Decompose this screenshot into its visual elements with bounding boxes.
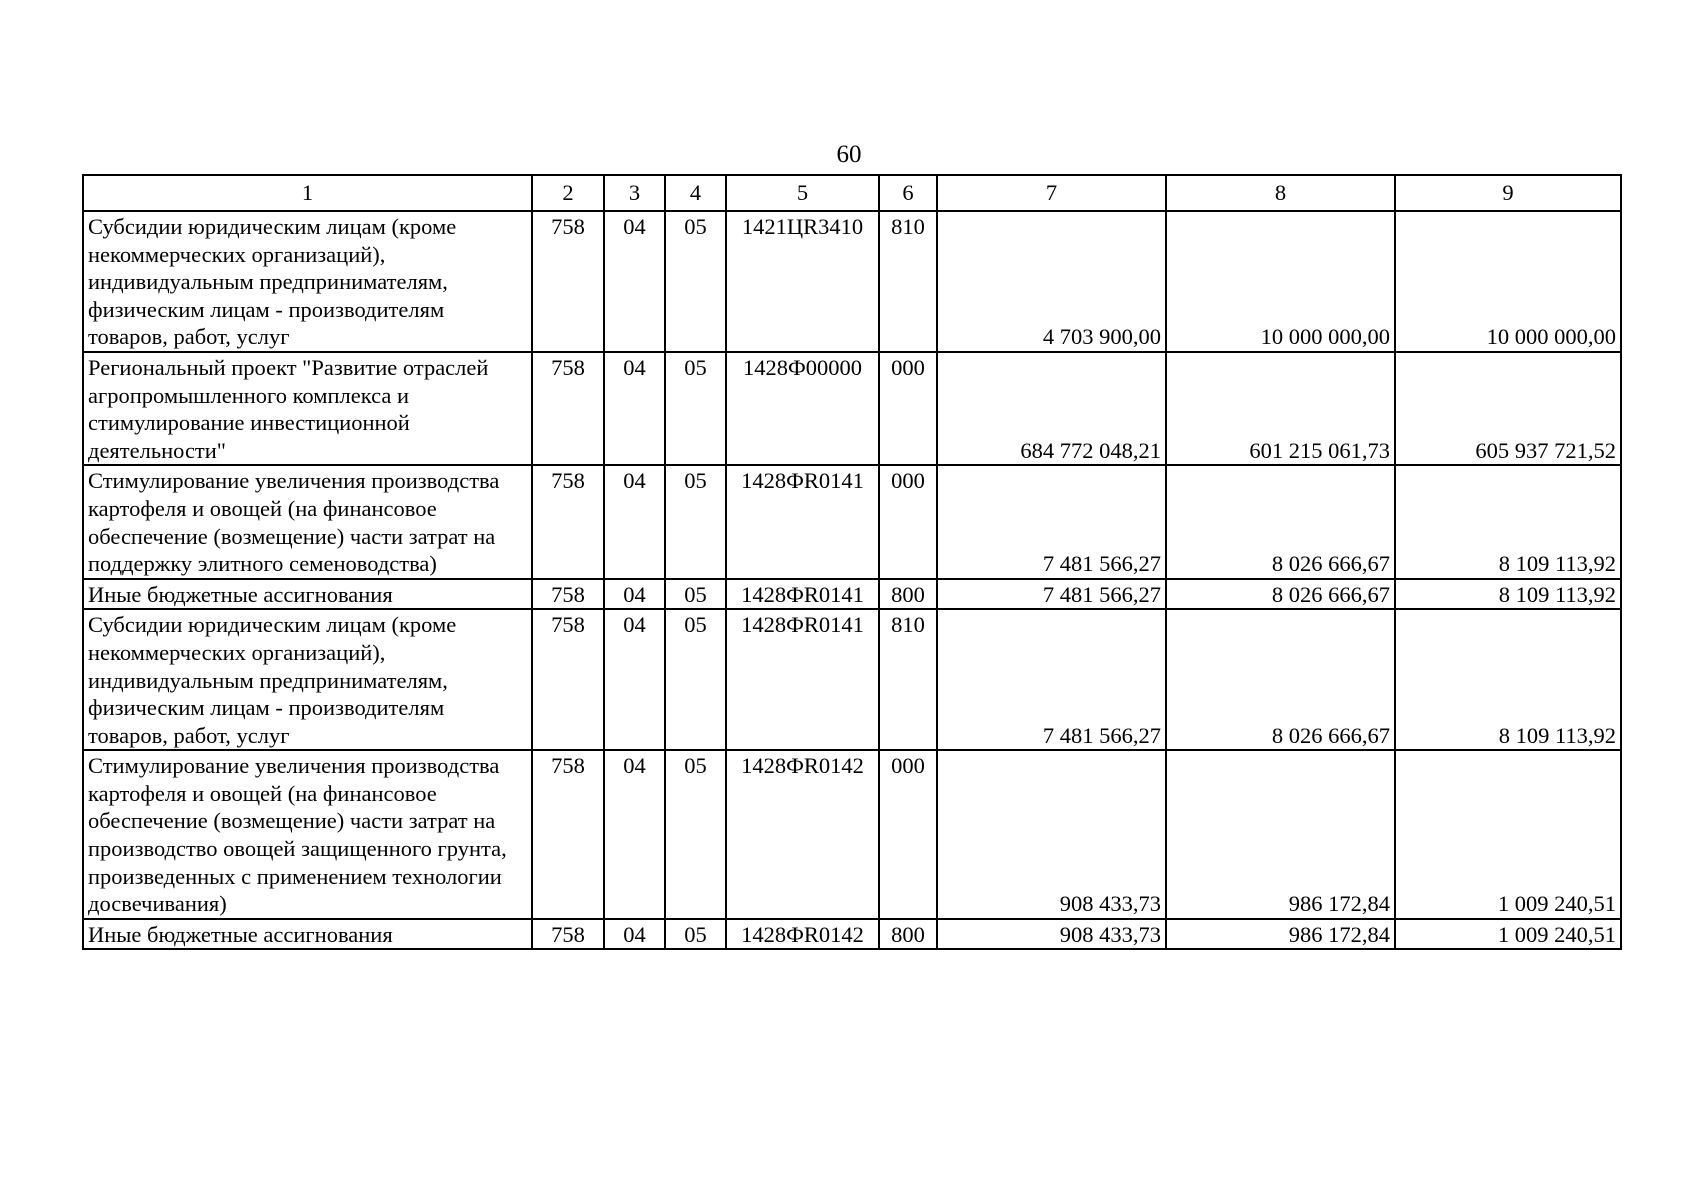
expense-type-code: 810 [879,609,937,750]
amount-year-1: 7 481 566,27 [937,579,1166,610]
item-name: Субсидии юридическим лицам (кроме некоммерческих организаций), индивидуальным предпринимателям, физическим лицам - производителям товаров, работ, услуг [83,211,532,352]
table-row [83,750,1621,919]
table-row [83,579,1621,610]
amount-year-2: 8 026 666,67 [1166,579,1395,610]
column-number: 1 [83,175,532,211]
section-code: 04 [604,750,665,919]
department-code: 758 [532,919,604,950]
budget-table [82,174,1622,950]
expense-type-code: 800 [879,919,937,950]
section-code: 04 [604,352,665,465]
subsection-code: 05 [665,579,726,610]
table-row [83,465,1621,578]
expense-type-code: 000 [879,750,937,919]
column-number: 6 [879,175,937,211]
page-number: 60 [836,141,862,168]
subsection-code: 05 [665,211,726,352]
amount-year-1: 4 703 900,00 [937,211,1166,352]
table-row [83,609,1621,750]
item-name: Субсидии юридическим лицам (кроме некоммерческих организаций), индивидуальным предпринимателям, физическим лицам - производителям товаров, работ, услуг [83,609,532,750]
table-row [83,211,1621,352]
amount-year-1: 7 481 566,27 [937,609,1166,750]
amount-year-2: 986 172,84 [1166,750,1395,919]
section-code: 04 [604,579,665,610]
department-code: 758 [532,579,604,610]
department-code: 758 [532,211,604,352]
column-number: 3 [604,175,665,211]
target-article-code: 1428ФR0141 [726,465,879,578]
amount-year-2: 986 172,84 [1166,919,1395,950]
subsection-code: 05 [665,919,726,950]
target-article-code: 1428ФR0142 [726,750,879,919]
subsection-code: 05 [665,609,726,750]
section-code: 04 [604,465,665,578]
column-number: 7 [937,175,1166,211]
amount-year-3: 8 109 113,92 [1395,579,1621,610]
item-name: Стимулирование увеличения производства картофеля и овощей (на финансовое обеспечение (возмещение) части затрат на поддержку элитного семеноводства) [83,465,532,578]
item-name: Иные бюджетные ассигнования [83,919,532,950]
amount-year-3: 1 009 240,51 [1395,919,1621,950]
item-name: Иные бюджетные ассигнования [83,579,532,610]
amount-year-3: 605 937 721,52 [1395,352,1621,465]
amount-year-1: 908 433,73 [937,919,1166,950]
expense-type-code: 800 [879,579,937,610]
amount-year-3: 8 109 113,92 [1395,609,1621,750]
column-number: 2 [532,175,604,211]
column-number: 5 [726,175,879,211]
amount-year-1: 908 433,73 [937,750,1166,919]
target-article-code: 1428Ф00000 [726,352,879,465]
amount-year-2: 601 215 061,73 [1166,352,1395,465]
department-code: 758 [532,352,604,465]
department-code: 758 [532,750,604,919]
section-code: 04 [604,609,665,750]
column-number: 8 [1166,175,1395,211]
column-number: 9 [1395,175,1621,211]
subsection-code: 05 [665,465,726,578]
amount-year-3: 8 109 113,92 [1395,465,1621,578]
target-article-code: 1428ФR0141 [726,609,879,750]
amount-year-2: 8 026 666,67 [1166,465,1395,578]
column-number: 4 [665,175,726,211]
target-article-code: 1428ФR0141 [726,579,879,610]
expense-type-code: 000 [879,352,937,465]
amount-year-3: 10 000 000,00 [1395,211,1621,352]
department-code: 758 [532,465,604,578]
department-code: 758 [532,609,604,750]
amount-year-2: 10 000 000,00 [1166,211,1395,352]
amount-year-1: 684 772 048,21 [937,352,1166,465]
table-row [83,352,1621,465]
amount-year-1: 7 481 566,27 [937,465,1166,578]
target-article-code: 1421ЦR3410 [726,211,879,352]
amount-year-3: 1 009 240,51 [1395,750,1621,919]
expense-type-code: 000 [879,465,937,578]
item-name: Региональный проект "Развитие отраслей агропромышленного комплекса и стимулирование инвестиционной деятельности" [83,352,532,465]
amount-year-2: 8 026 666,67 [1166,609,1395,750]
target-article-code: 1428ФR0142 [726,919,879,950]
expense-type-code: 810 [879,211,937,352]
subsection-code: 05 [665,750,726,919]
subsection-code: 05 [665,352,726,465]
column-number-row [83,175,1621,211]
item-name: Стимулирование увеличения производства картофеля и овощей (на финансовое обеспечение (возмещение) части затрат на производство овощей защищенного грунта, произведенных с применением технологии досвечивания) [83,750,532,919]
section-code: 04 [604,211,665,352]
table-row [83,919,1621,950]
section-code: 04 [604,919,665,950]
